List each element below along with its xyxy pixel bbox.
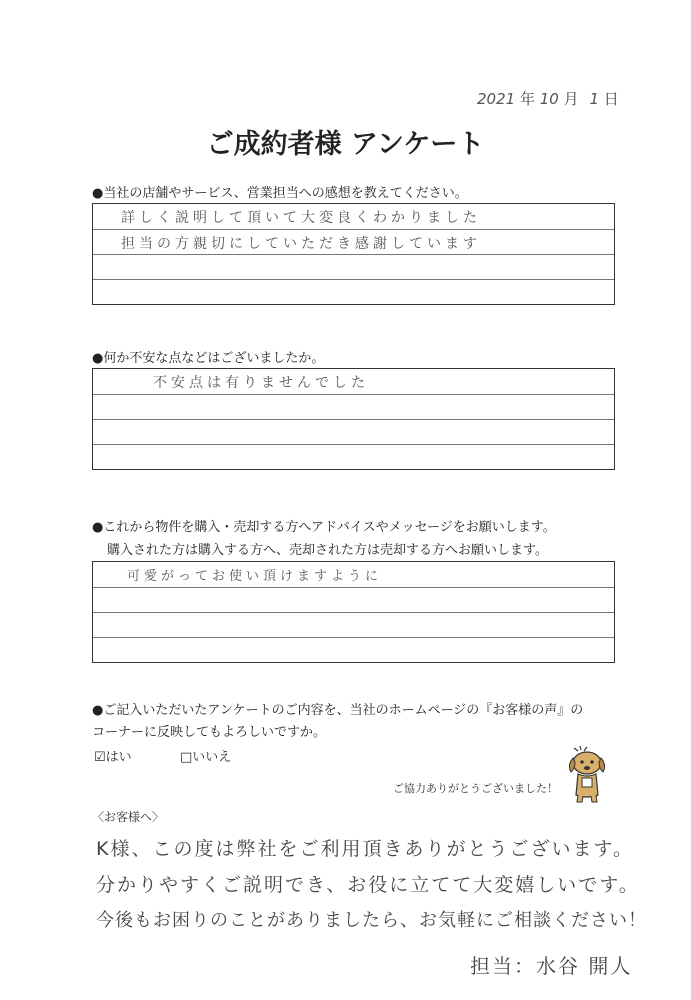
answer-box-1	[92, 203, 615, 305]
question-1-label: ●当社の店舗やサービス、営業担当への感想を教えてください。	[92, 186, 468, 201]
message-line-1: K様、この度は弊社をご利用頂きありがとうございます。	[96, 838, 634, 860]
staff-name: 水谷 開人	[536, 954, 633, 978]
answer-3-line-1: 可愛がってお使い頂けますように	[127, 569, 383, 584]
message-line-2: 分かりやすくご説明でき、お役に立てて大変嬉しいです。	[96, 874, 640, 896]
dog-mascot-icon	[562, 745, 612, 809]
answer-1-line-2: 担当の方親切にしていただき感謝しています	[121, 236, 481, 252]
date-year-label: 年	[519, 90, 535, 108]
staff-label: 担当：	[470, 954, 536, 978]
answer-2-line-1: 不安点は有りませんでした	[153, 375, 369, 391]
staff-signature	[470, 950, 632, 979]
question-3-sub: 購入された方は購入する方へ、売却された方は売却する方へお願いします。	[107, 543, 548, 558]
message-line-3: 今後もお困りのことがありましたら、お気軽にご相談ください！	[96, 910, 647, 931]
question-4-label-line-1: ●ご記入いただいたアンケートのご内容を、当社のホームページの『お客様の声』の	[92, 703, 584, 718]
date-day: 1	[589, 90, 599, 108]
question-2-label: ●何か不安な点などはございましたか。	[92, 351, 325, 366]
date-month: 10	[539, 90, 559, 108]
date-month-label: 月	[563, 90, 579, 108]
consent-yes-checkbox[interactable]: ☑はい	[94, 750, 132, 765]
consent-no-checkbox[interactable]: □いいえ	[180, 750, 232, 765]
question-3-label: ●これから物件を購入・売却する方へアドバイスやメッセージをお願いします。	[92, 520, 556, 535]
answer-box-2	[92, 368, 615, 470]
date-year: 2021	[477, 90, 516, 108]
date-day-label: 日	[603, 90, 619, 108]
to-customer-label: 〈お客様へ〉	[92, 810, 165, 824]
question-4-label-line-2: コーナーに反映してもよろしいですか。	[92, 725, 327, 740]
date	[477, 88, 619, 109]
answer-box-3	[92, 561, 615, 663]
page-title: ご成約者様 アンケート	[206, 129, 485, 160]
answer-1-line-1: 詳しく説明して頂いて大変良くわかりました	[121, 210, 481, 226]
thanks-message: ご協力ありがとうございました！	[393, 782, 558, 795]
